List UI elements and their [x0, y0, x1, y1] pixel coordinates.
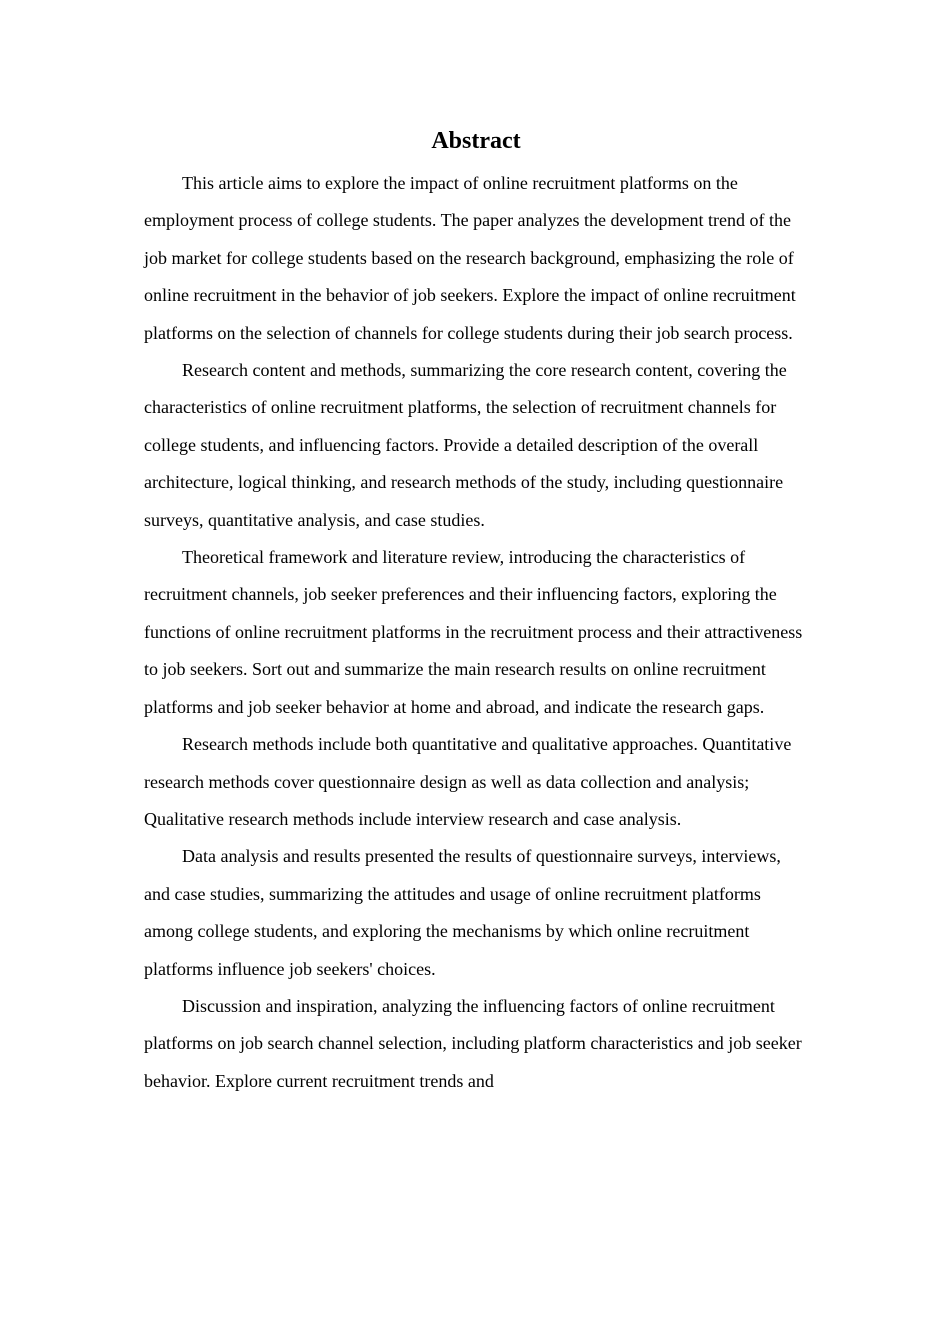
abstract-paragraph-2: Research content and methods, summarizing the core research content, covering the characteristics of online recruitment platforms, the selection of recruitment channels for college students, and influencing factors. Provide a detailed description of the overall architecture, logical thinking, and research methods of the study, including questionnaire surveys, quantitative analysis, and case studies.: [144, 360, 787, 530]
abstract-title: Abstract: [431, 128, 521, 154]
abstract-paragraph-1: This article aims to explore the impact of online recruitment platforms on the employment process of college students. The paper analyzes the development trend of the job market for college students based on the research background, emphasizing the role of online recruitment in the behavior of job seekers. Explore the impact of online recruitment platforms on the selection of channels for college students during their job search process.: [144, 173, 796, 343]
abstract-paragraph-4: Research methods include both quantitative and qualitative approaches. Quantitative research methods cover questionnaire design as well as data collection and analysis; Qualitative research methods include interview research and case analysis.: [144, 734, 792, 829]
abstract-paragraph-6: Discussion and inspiration, analyzing the influencing factors of online recruitment platforms on job search channel selection, including platform characteristics and job seeker behavior. Explore current recruitment trends and: [144, 995, 802, 1091]
abstract-paragraph-5: Data analysis and results presented the results of questionnaire surveys, interviews, and case studies, summarizing the attitudes and usage of online recruitment platforms among college students, and exploring the mechanisms by which online recruitment platforms influence job seekers' choices.: [144, 846, 781, 979]
abstract-paragraph-3: Theoretical framework and literature review, introducing the characteristics of recruitment channels, job seeker preferences and their influencing factors, exploring the functions of online recruitment platforms in the recruitment process and their attractiveness to job seekers. Sort out and summarize the main research results on online recruitment platforms and job seeker behavior at home and abroad, and indicate the research gaps.: [144, 547, 803, 717]
abstract-section: [144, 124, 808, 1100]
